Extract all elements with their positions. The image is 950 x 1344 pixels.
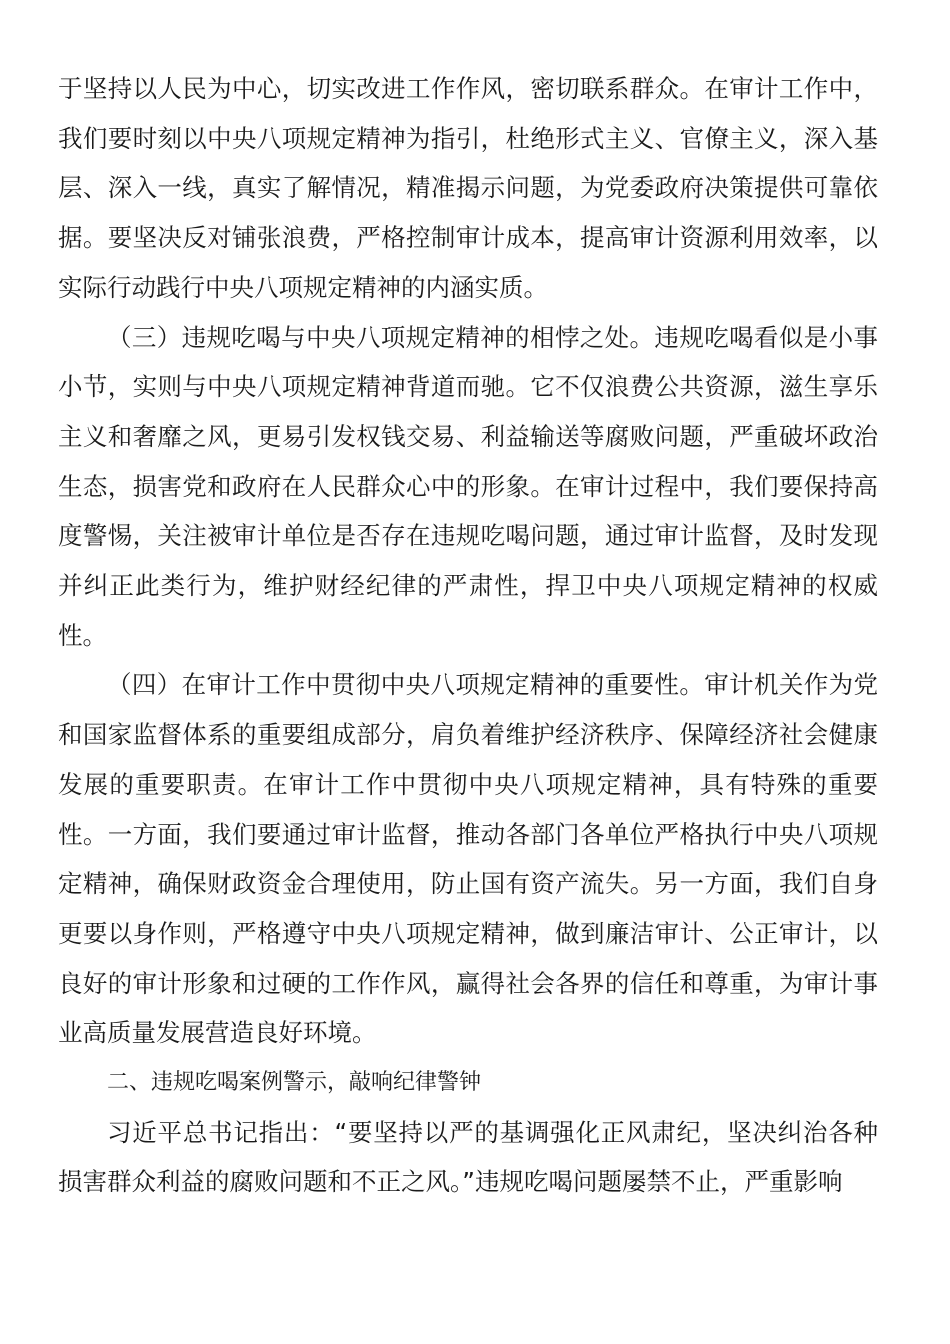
document-body <box>58 64 878 1207</box>
section-heading: 二、违规吃喝案例警示，敲响纪律警钟 <box>107 1070 482 1096</box>
paragraph-quote: 习近平总书记指出：“要坚持以严的基调强化正风肃纪，坚决纠治各种损害群众利益的腐败问题和不正之风。”违规吃喝问题屡禁不止，严重影响 <box>58 1117 878 1197</box>
paragraph-section-3: （三）违规吃喝与中央八项规定精神的相悖之处。违规吃喝看似是小事小节，实则与中央八项规定精神背道而驰。它不仅浪费公共资源，滋生享乐主义和奢靡之风，更易引发权钱交易、利益输送等腐败问题，严重破坏政治生态，损害党和政府在人民群众心中的形象。在审计过程中，我们要保持高度警惕，关注被审计单位是否存在违规吃喝问题，通过审计监督，及时发现并纠正此类行为，维护财经纪律的严肃性，捍卫中央八项规定精神的权威性。 <box>58 322 878 650</box>
paragraph-section-4: （四）在审计工作中贯彻中央八项规定精神的重要性。审计机关作为党和国家监督体系的重要组成部分，肩负着维护经济秩序、保障经济社会健康发展的重要职责。在审计工作中贯彻中央八项规定精神，具有特殊的重要性。一方面，我们要通过审计监督，推动各部门各单位严格执行中央八项规定精神，确保财政资金合理使用，防止国有资产流失。另一方面，我们自身更要以身作则，严格遵守中央八项规定精神，做到廉洁审计、公正审计，以良好的审计形象和过硬的工作作风，赢得社会各界的信任和尊重，为审计事业高质量发展营造良好环境。 <box>58 670 878 1048</box>
paragraph-continuation: 于坚持以人民为中心，切实改进工作作风，密切联系群众。在审计工作中，我们要时刻以中央八项规定精神为指引，杜绝形式主义、官僚主义，深入基层、深入一线，真实了解情况，精准揭示问题，为党委政府决策提供可靠依据。要坚决反对铺张浪费，严格控制审计成本，提高审计资源利用效率，以实际行动践行中央八项规定精神的内涵实质。 <box>58 74 878 302</box>
